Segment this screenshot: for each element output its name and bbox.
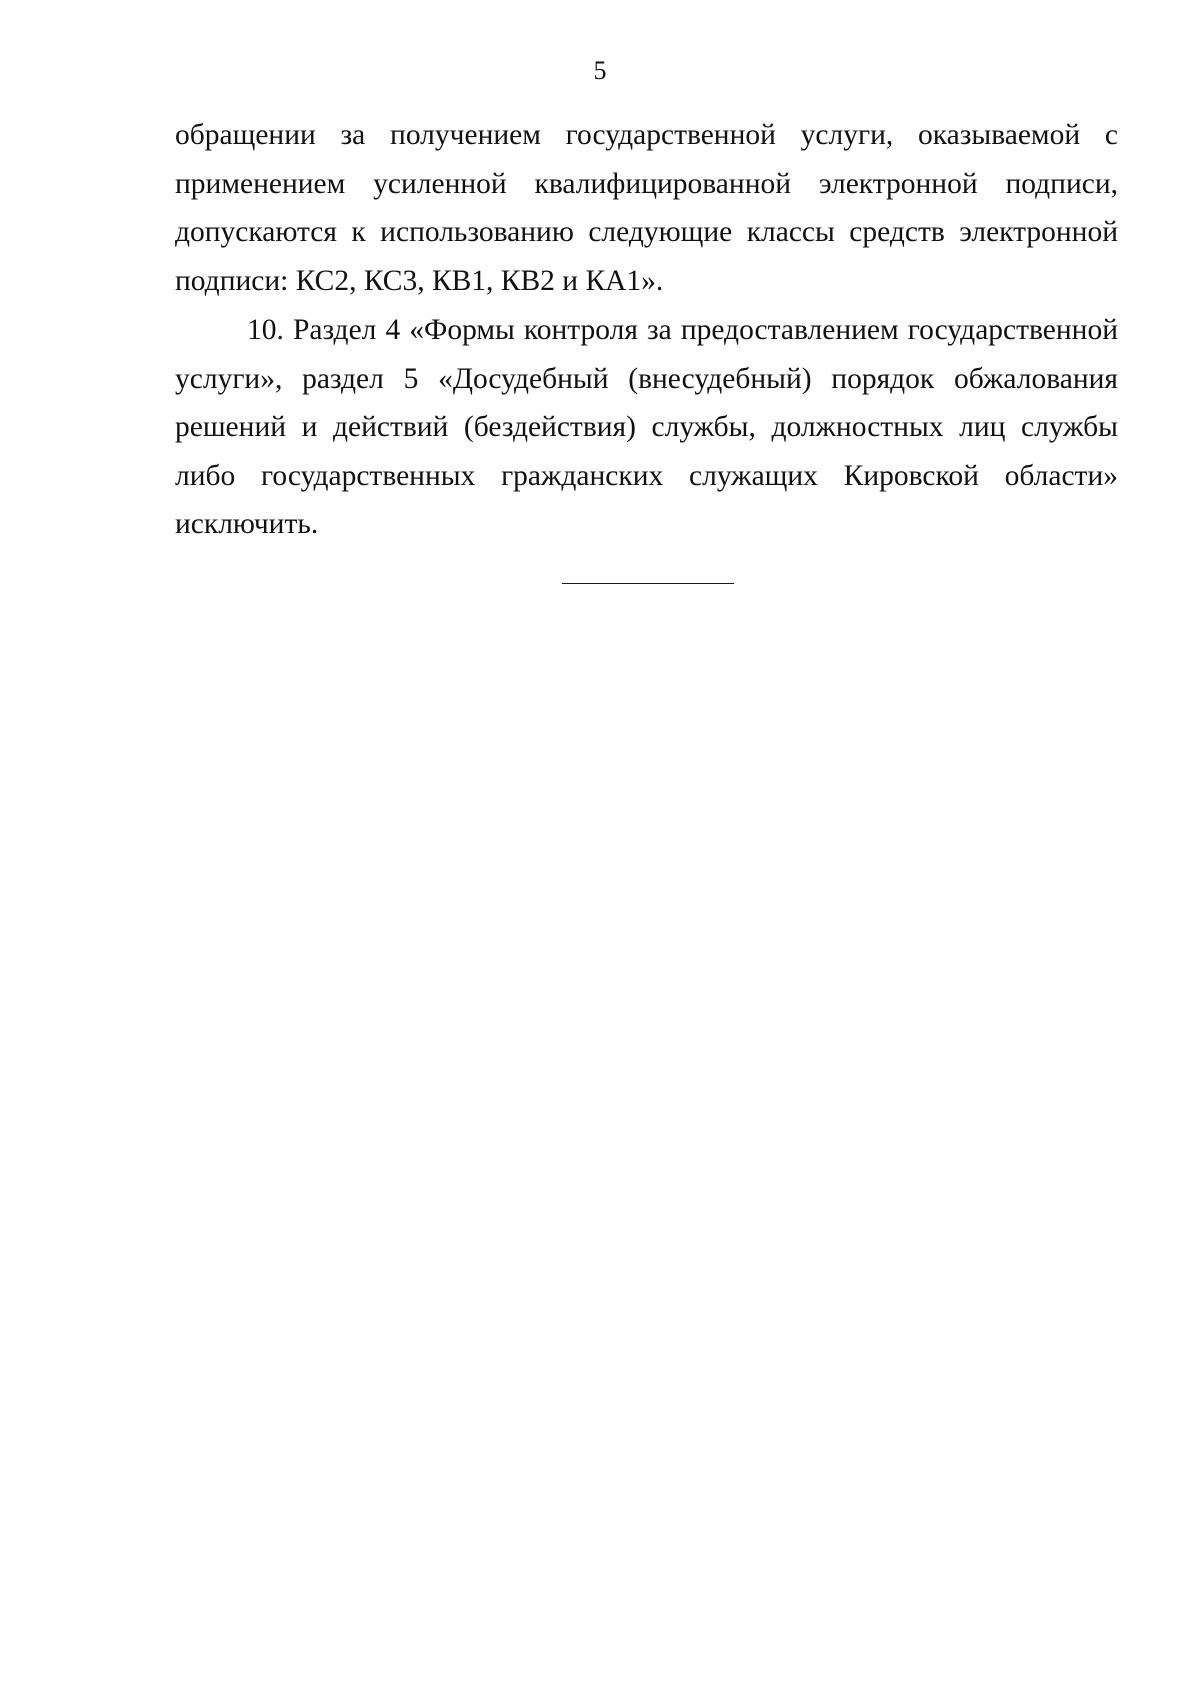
page-number: 5 bbox=[593, 56, 607, 85]
paragraph-continuation: обращении за получением государственной услуги, оказываемой с применением усиленной квалифицированной электронной подписи, допускаются к использованию следующие классы средств электронной подписи: КС2, КС3, КВ1, КВ2 и КА1». bbox=[175, 119, 1118, 297]
paragraph-item-10: 10. Раздел 4 «Формы контроля за предоставлением государственной услуги», раздел 5 «Досудебный (внесудебный) порядок обжалования решений и действий (бездействия) службы, должностных лиц службы либо государственных гражданских служащих Кировской области» исключить. bbox=[175, 314, 1118, 540]
document-body bbox=[175, 111, 1118, 549]
end-of-text-divider bbox=[562, 583, 734, 584]
